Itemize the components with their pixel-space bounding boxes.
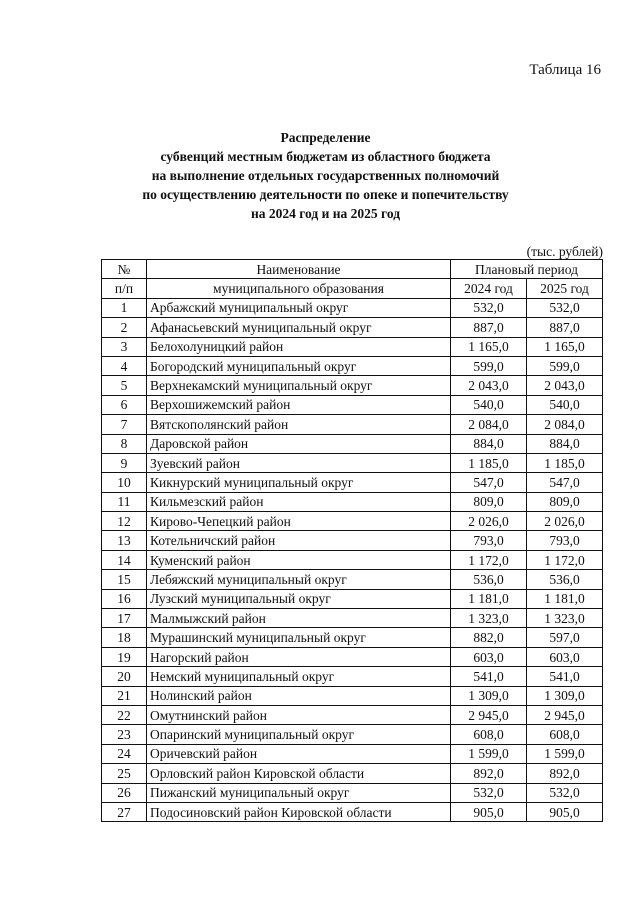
header-planned-period: Плановый период: [451, 260, 603, 279]
table-row: [102, 356, 603, 375]
amount-2025: 2 043,0: [527, 376, 603, 395]
amount-2025: 809,0: [527, 492, 603, 511]
row-number: 22: [102, 705, 147, 724]
municipality-name: Арбажский муниципальный округ: [147, 298, 451, 317]
amount-2024: 532,0: [451, 298, 527, 317]
table-row: [102, 609, 603, 628]
amount-2025: 532,0: [527, 783, 603, 802]
amount-2024: 1 309,0: [451, 686, 527, 705]
amount-2025: 541,0: [527, 667, 603, 686]
municipality-name: Куменский район: [147, 550, 451, 569]
municipality-name: Оричевский район: [147, 744, 451, 763]
table-row: [102, 705, 603, 724]
row-number: 10: [102, 473, 147, 492]
municipality-name: Нолинский район: [147, 686, 451, 705]
amount-2024: 536,0: [451, 570, 527, 589]
row-number: 3: [102, 337, 147, 356]
amount-2025: 905,0: [527, 802, 603, 821]
table-row: [102, 376, 603, 395]
municipality-name: Даровской район: [147, 434, 451, 453]
header-name-bottom: муниципального образования: [147, 279, 451, 298]
table-row: [102, 686, 603, 705]
amount-2025: 2 084,0: [527, 415, 603, 434]
amount-2025: 1 599,0: [527, 744, 603, 763]
row-number: 8: [102, 434, 147, 453]
row-number: 17: [102, 609, 147, 628]
municipality-name: Подосиновский район Кировской области: [147, 802, 451, 821]
row-number: 27: [102, 802, 147, 821]
table-row: [102, 453, 603, 472]
amount-2025: 599,0: [527, 356, 603, 375]
table-body: [102, 298, 603, 822]
table-row: [102, 531, 603, 550]
row-number: 12: [102, 512, 147, 531]
header-num-top: №: [102, 260, 147, 279]
table-row: [102, 802, 603, 821]
title-line-1: Распределение: [280, 130, 371, 145]
municipality-name: Пижанский муниципальный округ: [147, 783, 451, 802]
municipality-name: Кильмезский район: [147, 492, 451, 511]
amount-2025: 532,0: [527, 298, 603, 317]
municipality-name: Верхошижемский район: [147, 395, 451, 414]
table-row: [102, 647, 603, 666]
amount-2025: 1 323,0: [527, 609, 603, 628]
row-number: 24: [102, 744, 147, 763]
amount-2025: 1 185,0: [527, 453, 603, 472]
amount-2025: 887,0: [527, 318, 603, 337]
amount-2025: 603,0: [527, 647, 603, 666]
amount-2025: 1 165,0: [527, 337, 603, 356]
amount-2024: 599,0: [451, 356, 527, 375]
amount-2024: 884,0: [451, 434, 527, 453]
amount-2024: 1 172,0: [451, 550, 527, 569]
municipality-name: Котельничский район: [147, 531, 451, 550]
row-number: 19: [102, 647, 147, 666]
amount-2024: 2 084,0: [451, 415, 527, 434]
row-number: 14: [102, 550, 147, 569]
municipality-name: Лебяжский муниципальный округ: [147, 570, 451, 589]
header-num-bottom: п/п: [102, 279, 147, 298]
title-line-5: на 2024 год и на 2025 год: [250, 206, 401, 221]
row-number: 13: [102, 531, 147, 550]
row-number: 9: [102, 453, 147, 472]
municipality-name: Зуевский район: [147, 453, 451, 472]
amount-2025: 2 945,0: [527, 705, 603, 724]
amount-2024: 2 945,0: [451, 705, 527, 724]
table-row: [102, 473, 603, 492]
amount-2025: 547,0: [527, 473, 603, 492]
amount-2024: 905,0: [451, 802, 527, 821]
units-label: (тыс. рублей): [526, 244, 603, 259]
table-row: [102, 764, 603, 783]
amount-2024: 882,0: [451, 628, 527, 647]
municipality-name: Омутнинский район: [147, 705, 451, 724]
municipality-name: Верхнекамский муниципальный округ: [147, 376, 451, 395]
row-number: 2: [102, 318, 147, 337]
amount-2024: 892,0: [451, 764, 527, 783]
table-row: [102, 434, 603, 453]
municipality-name: Немский муниципальный округ: [147, 667, 451, 686]
table-row: [102, 415, 603, 434]
municipality-name: Малмыжский район: [147, 609, 451, 628]
amount-2025: 1 309,0: [527, 686, 603, 705]
amount-2024: 541,0: [451, 667, 527, 686]
municipality-name: Мурашинский муниципальный округ: [147, 628, 451, 647]
municipality-name: Богородский муниципальный округ: [147, 356, 451, 375]
table-row: [102, 570, 603, 589]
table-header-row-2: [102, 279, 603, 298]
amount-2024: 793,0: [451, 531, 527, 550]
amount-2024: 809,0: [451, 492, 527, 511]
municipality-name: Кирово-Чепецкий район: [147, 512, 451, 531]
amount-2024: 1 181,0: [451, 589, 527, 608]
row-number: 20: [102, 667, 147, 686]
row-number: 21: [102, 686, 147, 705]
amount-2025: 884,0: [527, 434, 603, 453]
amount-2025: 597,0: [527, 628, 603, 647]
title-line-4: по осуществлению деятельности по опеке и попечительству: [142, 187, 509, 202]
amount-2025: 540,0: [527, 395, 603, 414]
municipality-name: Орловский район Кировской области: [147, 764, 451, 783]
municipality-name: Афанасьевский муниципальный округ: [147, 318, 451, 337]
row-number: 1: [102, 298, 147, 317]
table-row: [102, 492, 603, 511]
header-name-top: Наименование: [147, 260, 451, 279]
table-row: [102, 589, 603, 608]
subvention-table: [101, 259, 603, 822]
amount-2024: 540,0: [451, 395, 527, 414]
document-title: [40, 128, 611, 223]
table-row: [102, 628, 603, 647]
municipality-name: Вятскополянский район: [147, 415, 451, 434]
table-row: [102, 667, 603, 686]
table-row: [102, 783, 603, 802]
table-row: [102, 512, 603, 531]
amount-2025: 2 026,0: [527, 512, 603, 531]
row-number: 23: [102, 725, 147, 744]
table-row: [102, 744, 603, 763]
municipality-name: Кикнурский муниципальный округ: [147, 473, 451, 492]
row-number: 4: [102, 356, 147, 375]
row-number: 7: [102, 415, 147, 434]
row-number: 25: [102, 764, 147, 783]
row-number: 11: [102, 492, 147, 511]
amount-2025: 1 172,0: [527, 550, 603, 569]
title-line-3: на выполнение отдельных государственных полномочий: [151, 168, 500, 183]
municipality-name: Лузский муниципальный округ: [147, 589, 451, 608]
header-year-2025: 2025 год: [527, 279, 603, 298]
amount-2024: 532,0: [451, 783, 527, 802]
amount-2025: 536,0: [527, 570, 603, 589]
amount-2024: 1 323,0: [451, 609, 527, 628]
amount-2024: 547,0: [451, 473, 527, 492]
amount-2025: 1 181,0: [527, 589, 603, 608]
header-year-2024: 2024 год: [451, 279, 527, 298]
row-number: 6: [102, 395, 147, 414]
row-number: 15: [102, 570, 147, 589]
amount-2024: 887,0: [451, 318, 527, 337]
table-row: [102, 298, 603, 317]
table-row: [102, 395, 603, 414]
row-number: 26: [102, 783, 147, 802]
table-row: [102, 337, 603, 356]
amount-2024: 2 026,0: [451, 512, 527, 531]
table-header-row-1: [102, 260, 603, 279]
amount-2024: 608,0: [451, 725, 527, 744]
table-number: Таблица 16: [529, 62, 601, 78]
amount-2024: 1 165,0: [451, 337, 527, 356]
amount-2024: 2 043,0: [451, 376, 527, 395]
amount-2025: 892,0: [527, 764, 603, 783]
table-row: [102, 725, 603, 744]
municipality-name: Нагорский район: [147, 647, 451, 666]
row-number: 16: [102, 589, 147, 608]
municipality-name: Опаринский муниципальный округ: [147, 725, 451, 744]
amount-2024: 1 185,0: [451, 453, 527, 472]
amount-2025: 793,0: [527, 531, 603, 550]
amount-2024: 1 599,0: [451, 744, 527, 763]
amount-2025: 608,0: [527, 725, 603, 744]
title-line-2: субвенций местным бюджетам из областного бюджета: [160, 149, 491, 164]
row-number: 5: [102, 376, 147, 395]
row-number: 18: [102, 628, 147, 647]
table-row: [102, 550, 603, 569]
municipality-name: Белохолуницкий район: [147, 337, 451, 356]
table-row: [102, 318, 603, 337]
amount-2024: 603,0: [451, 647, 527, 666]
